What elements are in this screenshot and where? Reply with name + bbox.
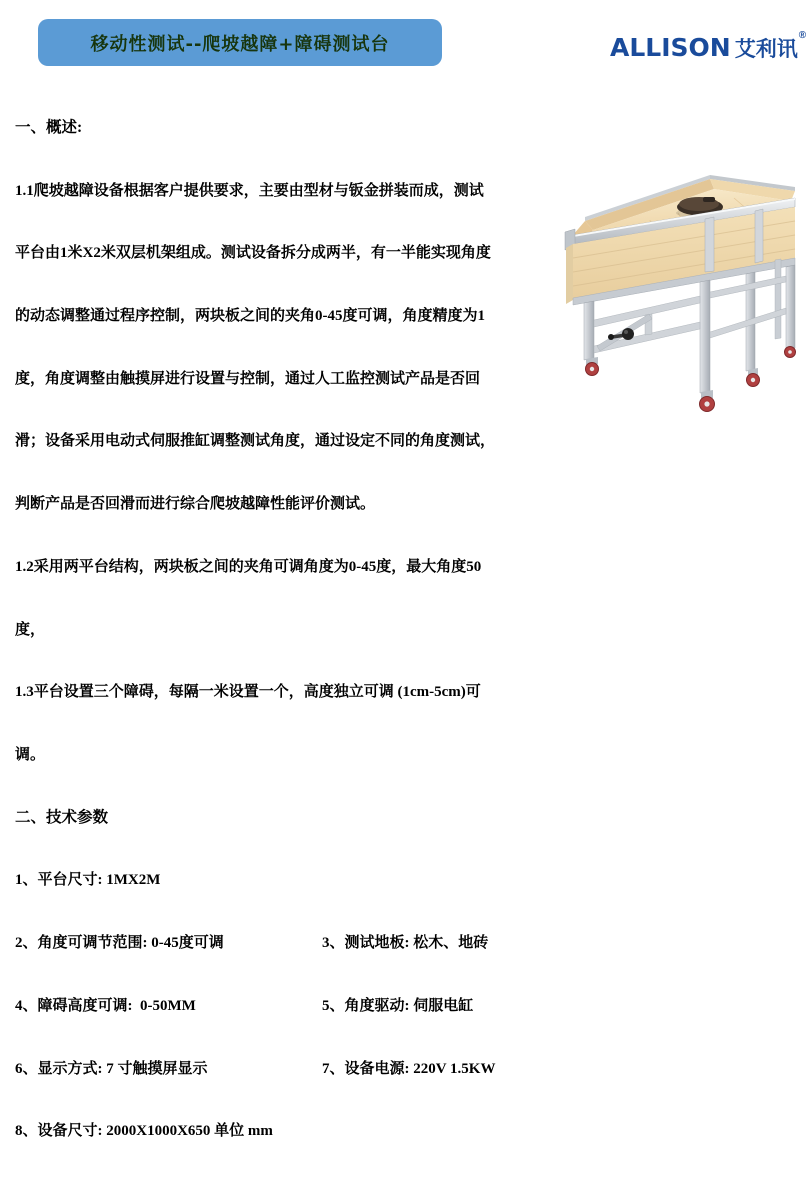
tech-param-5: 5、角度驱动: 伺服电缸: [322, 997, 474, 1014]
tech-param-6: 6、显示方式: 7 寸触摸屏显示: [15, 1060, 208, 1077]
tech-param-row: [15, 933, 555, 954]
tech-param-4: 4、障碍高度可调: 0-50MM: [15, 997, 196, 1014]
caster-wheel: [586, 357, 599, 376]
caster-wheel: [785, 347, 796, 358]
logo-cjk-text: 艾利讯: [734, 37, 798, 61]
title-banner: [38, 19, 442, 66]
tech-param-3: 3、测试地板: 松木、地砖: [322, 935, 489, 952]
test-platform-photo: [550, 80, 800, 448]
tech-param-1: 1、平台尺寸: 1MX2M: [15, 872, 161, 889]
registered-trademark-symbol: ®: [798, 30, 806, 41]
overview-line: 1.2采用两平台结构，两块板之间的夹角可调角度为0-45度，最大角度50: [15, 558, 482, 575]
overview-line: 调。: [15, 747, 46, 763]
logo-latin-text: ALLISON: [610, 33, 731, 62]
tech-param-row: [15, 1059, 555, 1080]
content-text: [15, 76, 555, 1184]
caster-wheel: [747, 368, 760, 387]
tech-param-2: 2、角度可调节范围: 0-45度可调: [15, 935, 224, 952]
overview-line: 度，角度调整由触摸屏进行设置与控制，通过人工监控测试产品是否回: [15, 370, 481, 387]
caster-wheel: [700, 390, 715, 412]
overview-line: 的动态调整通过程序控制，两块板之间的夹角0-45度可调，角度精度为1: [15, 307, 485, 324]
overview-line: 度，: [15, 621, 46, 638]
tech-param-row: [15, 996, 555, 1017]
overview-line: 1.1爬坡越障设备根据客户提供要求，主要由型材与钣金拼装而成，测试: [15, 182, 484, 199]
page-title: 移动性测试--爬坡越障+障碍测试台: [90, 33, 390, 55]
tech-params-heading: 二、技术参数: [15, 808, 109, 826]
brand-logo: [610, 30, 806, 63]
overview-heading: 一、概述:: [15, 118, 83, 136]
overview-line: 判断产品是否回滑而进行综合爬坡越障性能评价测试。: [15, 496, 376, 513]
tech-param-8: 8、设备尺寸: 2000X1000X650 单位 mm: [15, 1123, 273, 1140]
overview-line: 平台由1米X2米双层机架组成。测试设备拆分成两半，有一半能实现角度: [15, 245, 491, 262]
casters: [586, 347, 796, 412]
overview-line: 滑；设备采用电动式伺服推缸调整测试角度，通过设定不同的角度测试，: [15, 433, 496, 450]
tech-param-7: 7、设备电源: 220V 1.5KW: [322, 1060, 496, 1077]
overview-line: 1.3平台设置三个障碍，每隔一米设置一个，高度独立可调 (1cm-5cm)可: [15, 684, 481, 701]
